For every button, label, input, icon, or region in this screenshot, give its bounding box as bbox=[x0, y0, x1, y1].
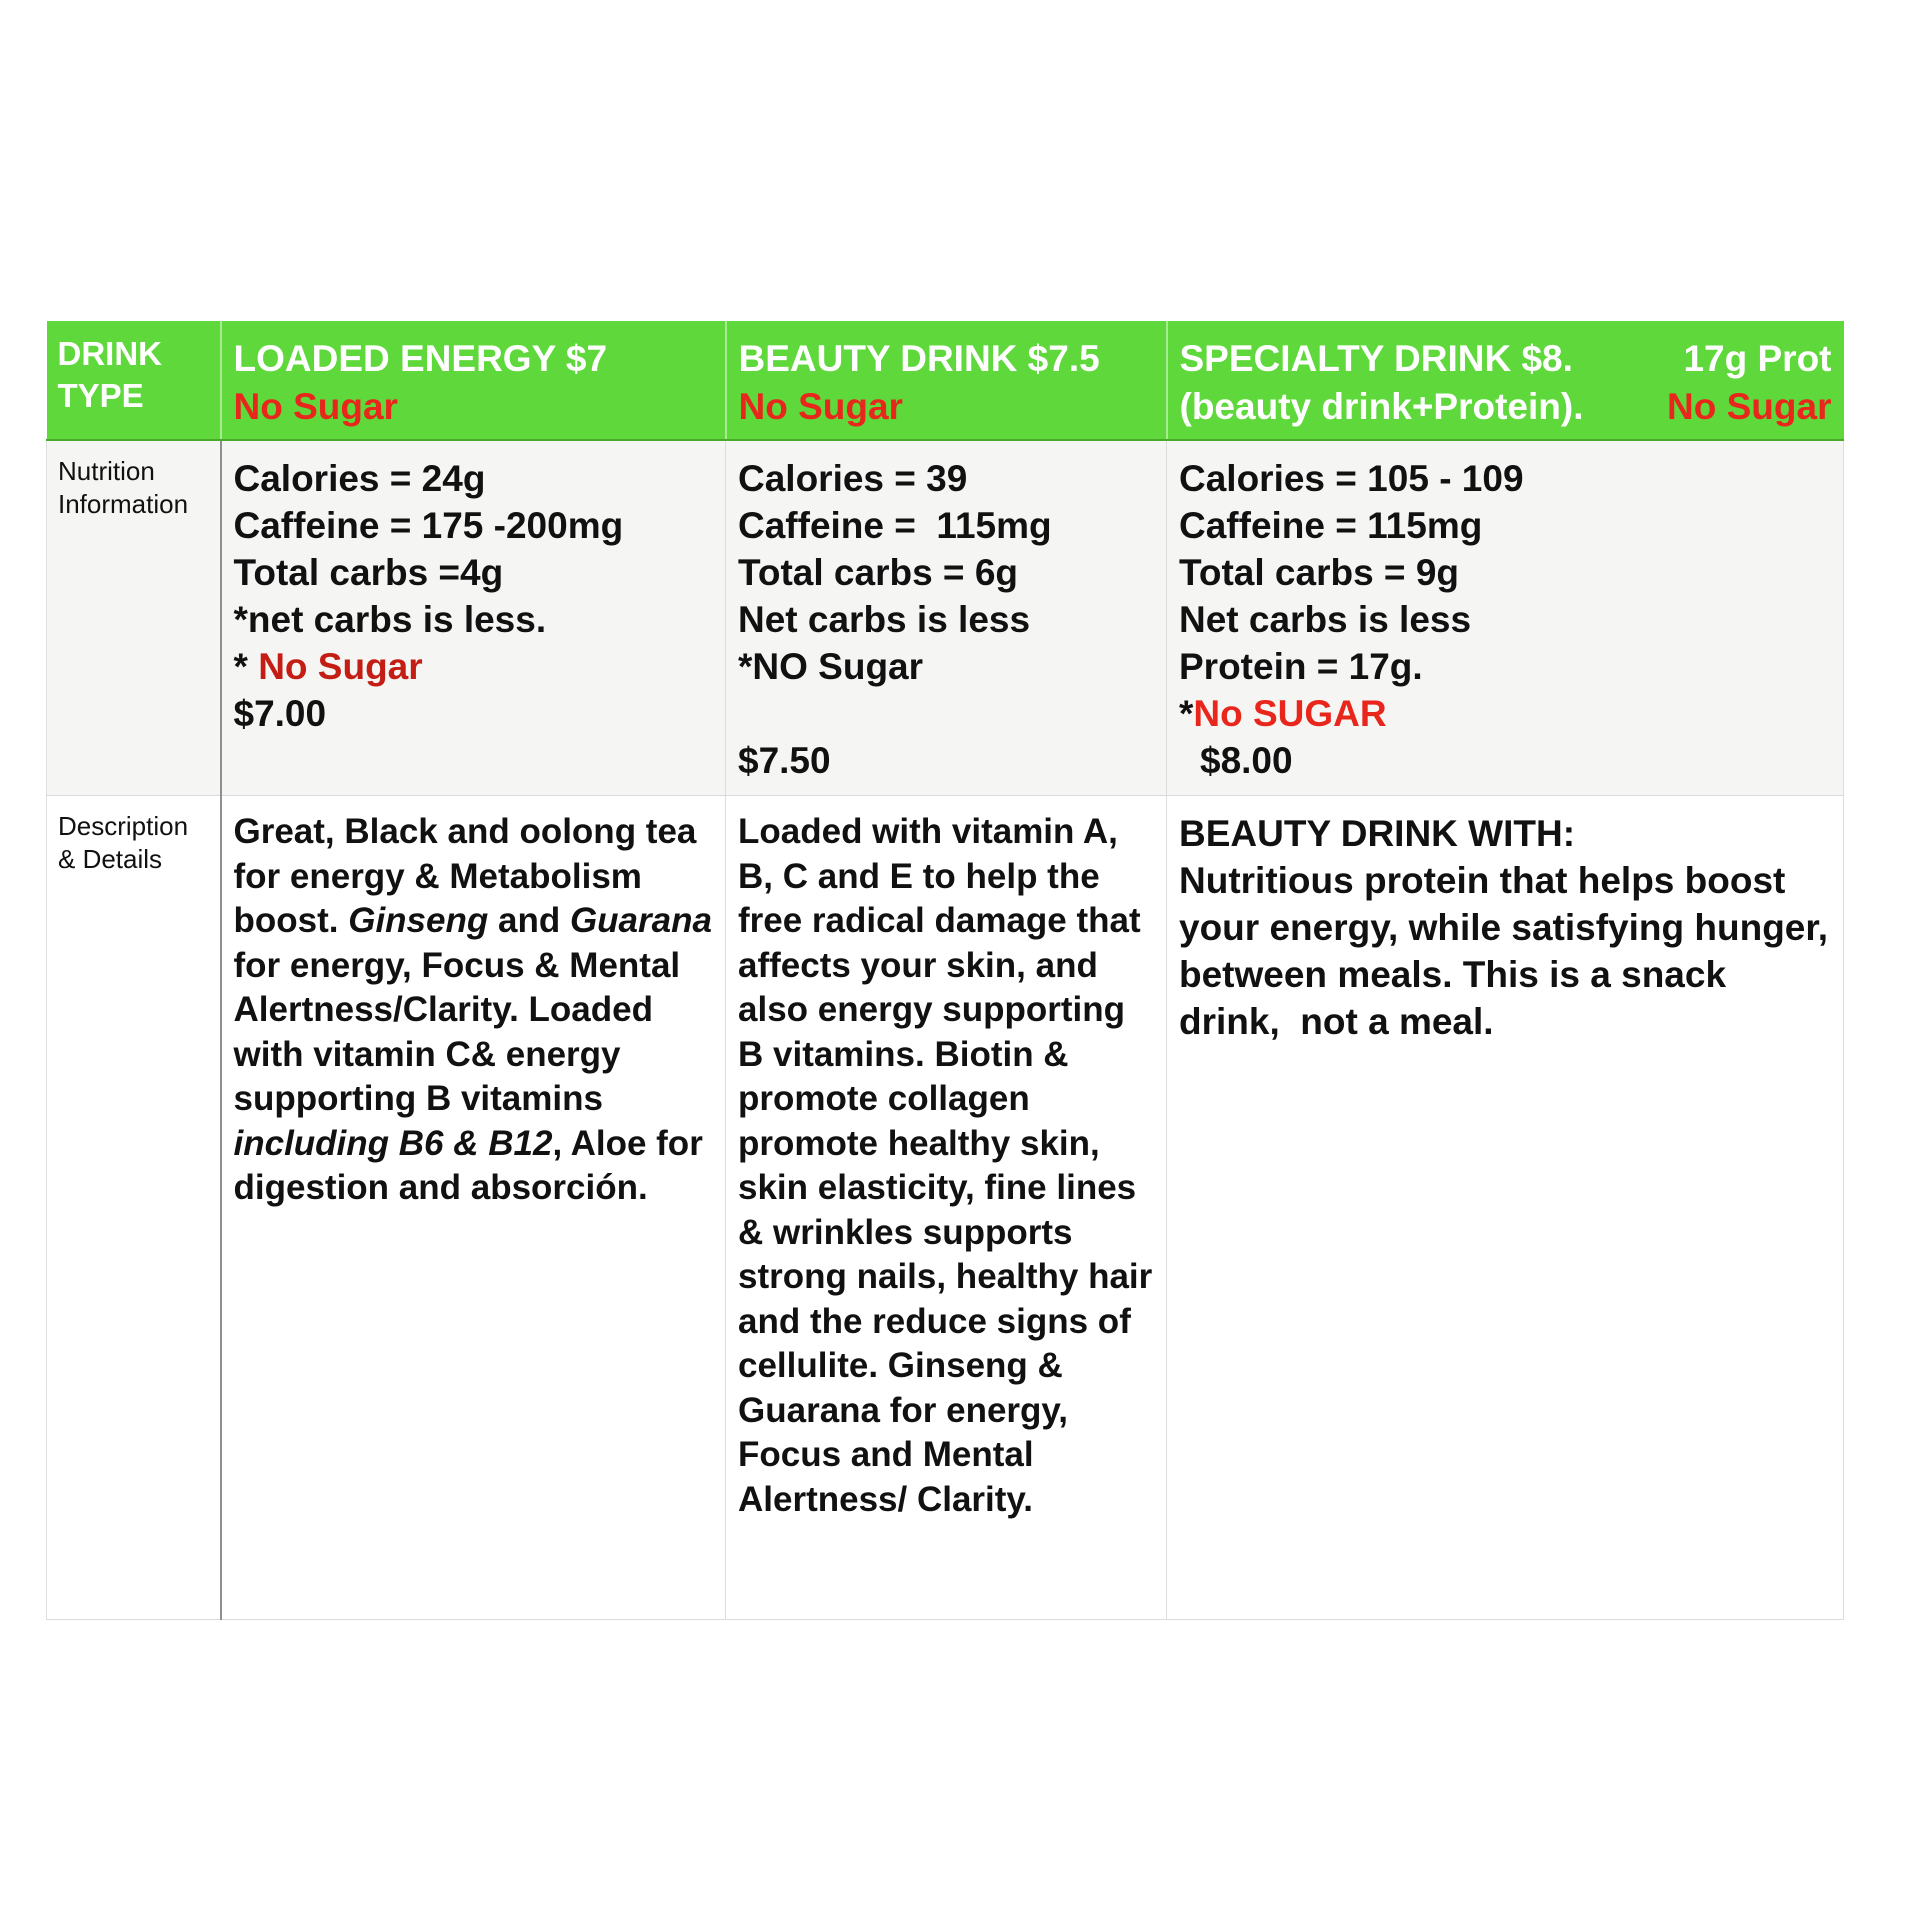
beauty-drink-no-sugar: No Sugar bbox=[738, 386, 903, 427]
nutrition-label: Nutrition Information bbox=[58, 456, 189, 519]
header-row bbox=[47, 321, 1844, 440]
specialty-drink-protein: 17g Prot bbox=[1683, 338, 1832, 379]
no-sugar-line bbox=[234, 643, 714, 690]
no-sugar-text: No Sugar bbox=[258, 646, 423, 687]
nutrition-line: Caffeine = 175 -200mg bbox=[233, 505, 624, 546]
description-label: Description & Details bbox=[58, 811, 189, 874]
nutrition-beauty-drink bbox=[726, 440, 1167, 796]
description-text: , Aloe for digestion and absorción. bbox=[233, 1123, 703, 1207]
nutrition-line: Total carbs =4g bbox=[233, 552, 504, 593]
loaded-energy-no-sugar: No Sugar bbox=[233, 386, 398, 427]
description-text: for energy, Focus & Mental Alertness/Clarity. Loaded with vitamin C& energy supporting B vitamins bbox=[233, 945, 681, 1118]
header-loaded-energy bbox=[221, 321, 726, 440]
spacer bbox=[738, 690, 1154, 737]
no-sugar-prefix: * bbox=[233, 646, 259, 687]
specialty-drink-title: SPECIALTY DRINK $8. bbox=[1179, 338, 1573, 379]
header-specialty-drink bbox=[1167, 321, 1844, 440]
nutrition-specialty-drink bbox=[1167, 440, 1844, 796]
beauty-drink-title: BEAUTY DRINK $7.5 bbox=[738, 338, 1100, 379]
description-loaded-energy bbox=[221, 796, 726, 1620]
nutrition-line: *net carbs is less. bbox=[233, 599, 547, 640]
ginseng-text: Ginseng bbox=[348, 901, 489, 940]
description-specialty-drink bbox=[1167, 796, 1844, 1620]
specialty-drink-sub-line bbox=[1180, 383, 1832, 431]
nutrition-line: Total carbs = 6g bbox=[738, 552, 1018, 593]
header-beauty-drink bbox=[726, 321, 1167, 440]
guarana-text: Guarana bbox=[569, 901, 712, 940]
beauty-drink-description: Loaded with vitamin A, B, C and E to help the free radical damage that affects your skin, and also energy supporting B vitamins. Biotin & promote collagen promote healthy skin, skin elasticity, fine lines & wrinkles supports strong nails, healthy hair and the reduce signs of cellulite. Ginseng & Guarana for energy, Focus and Mental Alertness/ Clarity. bbox=[738, 812, 1153, 1519]
nutrition-line: Caffeine = 115mg bbox=[1179, 505, 1483, 546]
description-row bbox=[47, 796, 1844, 1620]
specialty-drink-no-sugar: No Sugar bbox=[1667, 386, 1832, 427]
description-text: and bbox=[488, 901, 570, 940]
price: $7.00 bbox=[233, 693, 327, 734]
nutrition-line: Total carbs = 9g bbox=[1179, 552, 1459, 593]
no-sugar-prefix: * bbox=[1179, 693, 1194, 734]
price: $7.50 bbox=[738, 740, 831, 781]
description-beauty-drink bbox=[726, 796, 1167, 1620]
price: $8.00 bbox=[1200, 740, 1293, 781]
drink-comparison-table bbox=[46, 321, 1844, 1620]
specialty-drink-title-line bbox=[1180, 335, 1832, 383]
nutrition-label-cell bbox=[47, 440, 221, 796]
nutrition-line: Net carbs is less bbox=[1179, 599, 1472, 640]
no-sugar-text: No SUGAR bbox=[1193, 693, 1387, 734]
description-label-cell bbox=[47, 796, 221, 1620]
loaded-energy-title: LOADED ENERGY $7 bbox=[233, 338, 608, 379]
description-text: Great, Black and oolong tea for energy & Metabolism boost. bbox=[233, 812, 697, 940]
nutrition-row bbox=[47, 440, 1844, 796]
loaded-energy-description bbox=[222, 796, 726, 1211]
nutrition-line: Caffeine = 115mg bbox=[738, 505, 1052, 546]
specialty-description-title: BEAUTY DRINK WITH: bbox=[1179, 813, 1576, 854]
vitamins-text: including B6 & B12 bbox=[233, 1123, 553, 1163]
nutrition-loaded-energy bbox=[221, 440, 726, 796]
nutrition-line: Protein = 17g. bbox=[1179, 646, 1423, 687]
nutrition-line: Calories = 105 - 109 bbox=[1179, 458, 1524, 499]
specialty-drink-subtitle: (beauty drink+Protein). bbox=[1179, 386, 1584, 427]
nutrition-line: Calories = 24g bbox=[233, 458, 486, 499]
no-sugar-text: *NO Sugar bbox=[738, 646, 924, 687]
header-label-cell bbox=[47, 321, 221, 440]
nutrition-line: Calories = 39 bbox=[738, 458, 968, 499]
no-sugar-line bbox=[1179, 690, 1831, 737]
specialty-description-text: Nutritious protein that helps boost your energy, while satisfying hunger, between meals. This is a snack drink, not a meal. bbox=[1179, 860, 1839, 1042]
nutrition-line: Net carbs is less bbox=[738, 599, 1031, 640]
drink-type-label: DRINK TYPE bbox=[57, 335, 162, 414]
